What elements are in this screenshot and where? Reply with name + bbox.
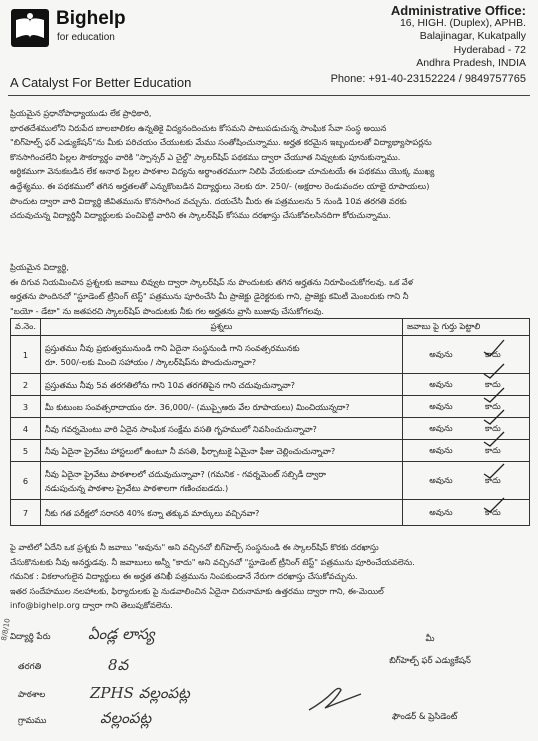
table-row xyxy=(11,462,530,500)
no-option[interactable]: కాదు xyxy=(485,400,501,411)
table-row xyxy=(11,440,530,462)
check-mark-icon xyxy=(484,388,504,402)
address-line: 16, HIGH. (Duplex), APHB. xyxy=(399,17,526,30)
phone-number: Phone: +91-40-23152224 / 9849757765 xyxy=(330,73,526,86)
village-value[interactable]: వల్లంపట్ల xyxy=(100,709,152,727)
text-line: ప్రియమైన విద్యార్థి, xyxy=(10,262,69,272)
question-line: రూ. 500/-లకు మించి సహాయం / స్కాలర్‌షిప్‌ను పొందుచున్నావా? xyxy=(44,356,257,367)
text-line: info@bighelp.org ద్వారా గాని తెలుపుకోవలెను. xyxy=(10,600,173,611)
row-number: 2 xyxy=(11,374,41,396)
class-label: తరగతి xyxy=(18,662,42,672)
text-line: ఈ దిగువ నియమించిన ప్రశ్నలకు జవాబు లివ్వుట ద్వారా స్కాలర్‌షిప్ ను పొందుటకు తగిన అర్హతను నిరూపించుకోగలవు. ఒక వేళ xyxy=(10,276,414,287)
margin-note: 8/8/10 xyxy=(0,617,12,642)
no-option[interactable]: కాదు xyxy=(485,444,501,455)
text-line: అర్థికముగా వెనుకబడిన లేక అనాథ పిల్లల పాఠశాల విద్యను అర్థాంతరముగా నిలిపి వేయకుండా చూచుటయే ఈ పథకము యొక్క ముఖ్య xyxy=(10,166,435,177)
question-cell xyxy=(40,440,402,462)
student-name-value[interactable]: ఏండ్ల లాస్య xyxy=(88,625,155,643)
question-line: నీవు గవర్నమెంటు వారి ఏదైన సాంఘిక సంక్షేమ వసతి గృహములో నివసించుచున్నావా? xyxy=(44,423,317,434)
no-option[interactable]: కాదు xyxy=(485,422,501,433)
col-header-answer: జవాబు పై గుర్తు పెట్టాలి xyxy=(403,319,530,336)
no-option[interactable]: కాదు xyxy=(485,378,501,389)
class-value[interactable]: 8వ xyxy=(108,656,129,674)
text-line: భారతదేశములోని నిరుపేద బాలబాలికల ఉన్నతికై విద్యనందించుట కోసమని పాటుపడుచున్న సాంఘిక సేవా సంస్థ అయిన xyxy=(10,122,387,133)
row-number: 6 xyxy=(11,462,41,500)
office-title: Administrative Office: xyxy=(390,3,526,18)
question-line: నీవు ఏదైనా ప్రైవేటు పాఠశాలలో చదువుచున్నావా? (గమనిక - గవర్నమెంట్ సబ్సిడీ ద్వారా xyxy=(44,468,326,479)
check-mark-icon xyxy=(484,432,504,446)
closing-paragraph xyxy=(10,540,528,613)
sig-title: ఫౌండర్ & ప్రెసిడెంట్ xyxy=(392,712,458,722)
table-row xyxy=(11,418,530,440)
question-line: ప్రస్తుతము నీవు ప్రభుత్వమునుండి గాని ఏదైనా సంస్థనుండి గాని సంవత్సరమునకు xyxy=(44,342,300,353)
text-line: చదువుచున్న విద్యార్థినీ విద్యార్థులకు పంచిపెట్టి వారిని ఈ స్కాలర్‌షిప్ కోసము దరఖాస్తు చేసుకోవలసినదిగా కోరుచున్నాము. xyxy=(10,210,391,221)
text-line: చేసుకొనుటకు నీవు అనర్హుడవు. నీ జవాబులు అన్నీ "కాదు" అని వచ్చినచో "స్టూడెంట్ ట్రీనింగ్ టెస్ట్" పత్రమును పూరించేయవలెను. xyxy=(10,556,415,567)
text-line: ఉద్దేశ్యము. ఈ పథకములో తగిన అర్హతలతో ఎన్నుకొంబడిన విద్యార్థులు నెలకు రూ. 250/- (అక్షరాల రెండువందల యాభై రూపాయలు) xyxy=(10,180,430,191)
sig-org: బిగ్‌హెల్ప్ ఫర్ ఎడ్యుకేషన్ xyxy=(389,656,471,666)
text-line: ఇతర సందేహముల నలహాలకు, ఫిర్యాదులకు పై నుడవాలించిన ఏదైనా చిరునామాకు ఉత్తరము ద్వారా గాని, ఈ-మెయిల్ xyxy=(10,585,384,596)
yes-option[interactable]: అవును xyxy=(429,506,453,517)
row-number: 7 xyxy=(11,500,41,526)
text-line: కొనసాగించలేని పిల్లల సౌకర్యార్థం వారికి "స్పాన్సర్ ఎ చైల్డ్" స్కాలర్‌షిప్ పథకము ద్వారా చేయూత నివ్వుటకు పూనుకున్నాము. xyxy=(10,151,401,162)
village-label: గ్రామము xyxy=(18,716,47,726)
brand-name: Bighelp xyxy=(56,8,126,29)
yes-option[interactable]: అవును xyxy=(429,400,453,411)
question-line: నీవు ఏదైనా ప్రైవేటు హాస్టలులో ఉంటూ నీ వసతి, ఫీర్చాటుకై ఏమైనా ఫీజు చెల్లించుచున్నావా? xyxy=(44,445,336,456)
text-line: పొందుట ద్వారా వారి విద్యార్థి జీవితమును కొనసాగించ వచ్చును. దయచేసి మీరు ఈ పత్రములను 5 నుండి 10వ తరగతి వరకు xyxy=(10,195,407,206)
question-line: ప్రస్తుతము నీవు 5వ తరగతిలోను గాని 10వ తరగతిపైన గాని చదువుచున్నావా? xyxy=(44,379,295,390)
address-line: Balajinagar, Kukatpally xyxy=(419,30,526,43)
check-mark-icon xyxy=(484,340,504,356)
check-mark-icon xyxy=(484,464,504,478)
col-header-number: వ.నెం. xyxy=(11,319,41,336)
table-row xyxy=(11,336,530,374)
letter-paragraph-principal xyxy=(10,106,528,223)
row-number: 4 xyxy=(11,418,41,440)
tick-marks xyxy=(470,318,520,538)
question-cell xyxy=(40,500,402,526)
no-option[interactable]: కాదు xyxy=(485,474,501,485)
table-row xyxy=(11,374,530,396)
yes-option[interactable]: అవును xyxy=(429,474,453,485)
row-number: 1 xyxy=(11,336,41,374)
yes-option[interactable]: అవును xyxy=(429,422,453,433)
text-line: గమనిక : వికలాంగులైన విద్యార్థులు ఈ అర్హత తనిఖీ పత్రమును నింపకుండానే నేరుగా దరఖాస్తు చేసుకోవచ్చును. xyxy=(10,571,358,582)
address-line: Hyderabad - 72 xyxy=(453,43,526,56)
text-line: "బయో - డేటా" ను జతపరచి స్కాలర్‌షిప్ పొందుటకు నీకు గల అర్హతను వ్రాసి బుజువు చేసుకోగలవు. xyxy=(10,305,325,316)
brand-subtitle: for education xyxy=(57,32,115,43)
question-line: నడుపుచున్న పాఠశాల ప్రైవేటు పాఠశాలగా గణించబడదు.) xyxy=(44,482,229,493)
yes-option[interactable]: అవును xyxy=(429,444,453,455)
question-cell xyxy=(40,336,402,374)
check-mark-icon xyxy=(484,498,504,512)
student-name-label: విద్యార్థి పేరు xyxy=(10,632,51,642)
letter-paragraph-student xyxy=(10,260,528,318)
text-line: అర్హతను పొందినచో "స్టూడెంట్ ట్రీనింగ్ టెస్ట్" పత్రమును పూరించేసి మీ ప్రాజెక్టు డైరెక్టరుకు గాని, ప్రాజెక్టు కమిటీ మెంబరుకు గాని నీ xyxy=(10,291,409,302)
question-cell xyxy=(40,374,402,396)
row-number: 3 xyxy=(11,396,41,418)
yes-option[interactable]: అవును xyxy=(429,378,453,389)
no-option[interactable]: కాదు xyxy=(485,506,501,517)
row-number: 5 xyxy=(11,440,41,462)
sig-to: మీ xyxy=(425,634,435,644)
signature-block xyxy=(360,628,500,672)
question-cell xyxy=(40,462,402,500)
col-header-question: ప్రశ్నలు xyxy=(40,319,402,336)
text-line: పై వాటిలో ఏదేని ఒక ప్రశ్నకు నీ జవాబు "అవును" అని వచ్చినచో బిగ్‌హెల్ప్ సంస్థనుండి ఈ స్కాలర్‌షిప్ కొరకు దరఖాస్తు xyxy=(10,542,379,552)
question-line: నీకు గత పరీక్షలో సరాసరి 40% కన్నా తక్కువ మార్కులు వచ్చినవా? xyxy=(44,507,260,518)
check-mark-icon xyxy=(484,364,504,378)
office-address xyxy=(316,4,526,86)
book-logo-icon xyxy=(10,8,50,48)
table-row xyxy=(11,396,530,418)
text-line: "బిగ్‌హెల్ప్ ఫర్ ఎడ్యుకేషన్"ను మీకు పరిచయం చేయుటకు మేము సంతోషించున్నాము. అర్హత కరమైన ఇబ్బందులతో విద్యాభ్యాసాపర్లను xyxy=(10,137,432,148)
question-cell xyxy=(40,418,402,440)
header-divider xyxy=(8,95,530,96)
school-value[interactable]: ZPHS వల్లంపట్ల xyxy=(90,684,190,702)
yes-option[interactable]: అవును xyxy=(429,348,453,359)
table-header-row xyxy=(11,319,530,336)
signature-scribble xyxy=(305,682,365,714)
no-option[interactable]: కాదు xyxy=(485,348,501,359)
eligibility-table xyxy=(10,318,530,526)
school-label: పాఠశాల xyxy=(18,690,46,700)
table-row xyxy=(11,500,530,526)
check-mark-icon xyxy=(484,410,504,424)
question-line: మీ కుటుంబ సంవత్సరాదాయం రూ. 36,000/- (ముప్పైఆరు వేల రూపాయలు) మించియున్నదా? xyxy=(44,401,350,412)
tagline: A Catalyst For Better Education xyxy=(10,75,192,90)
text-line: ప్రియమైన ప్రధానోపాధ్యాయుడు లేక ప్రాధికారి, xyxy=(10,108,152,118)
address-line: Andhra Pradesh, INDIA xyxy=(416,56,526,69)
question-cell xyxy=(40,396,402,418)
